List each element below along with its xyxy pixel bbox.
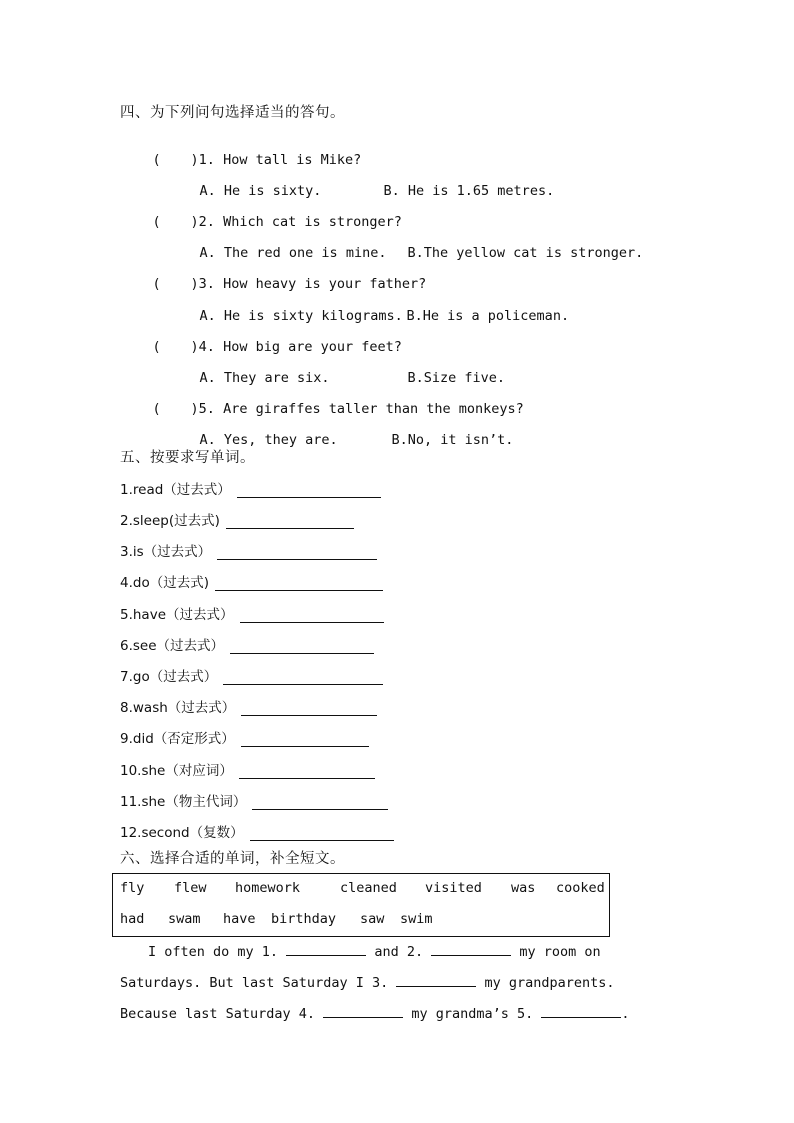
word-item-10: 10.she（对应词） — [120, 759, 375, 779]
option-a: A. He is sixty kilograms. — [199, 308, 403, 324]
answer-blank[interactable] — [223, 670, 383, 685]
answer-blank[interactable] — [217, 545, 377, 560]
word-item-4: 4.do（过去式) — [120, 571, 383, 591]
question-text: How heavy is your father? — [223, 276, 427, 292]
option-b: B.The yellow cat is stronger. — [407, 245, 644, 261]
answer-paren-2[interactable]: ( — [152, 214, 161, 230]
word-bank-word: swim — [400, 911, 433, 927]
answer-blank[interactable] — [252, 795, 388, 810]
question-1: ( )1. How tall is Mike? — [152, 152, 362, 168]
word-bank-word: birthday — [271, 911, 337, 927]
passage-blank-2[interactable] — [431, 943, 511, 956]
answer-blank[interactable] — [250, 826, 394, 841]
word-bank-word: flew — [174, 880, 207, 896]
word-bank-word: visited — [425, 880, 482, 896]
word-bank-word: swam — [168, 911, 201, 927]
word-item-6: 6.see（过去式） — [120, 634, 374, 654]
answer-blank[interactable] — [241, 732, 369, 747]
word-bank-word: cooked — [556, 880, 605, 896]
word-item-12: 12.second（复数） — [120, 821, 394, 841]
passage-blank-4[interactable] — [323, 1005, 403, 1018]
option-b: B. He is 1.65 metres. — [383, 183, 555, 199]
answer-blank[interactable] — [239, 764, 375, 779]
word-item-11: 11.she（物主代词） — [120, 790, 388, 810]
word-item-3: 3.is（过去式） — [120, 540, 377, 560]
passage-blank-3[interactable] — [396, 974, 476, 987]
answer-blank[interactable] — [240, 608, 384, 623]
question-5: ( )5. Are giraffes taller than the monkeys? — [152, 401, 524, 417]
word-item-5: 5.have（过去式） — [120, 603, 384, 623]
passage-blank-1[interactable] — [286, 943, 366, 956]
question-3: ( )3. How heavy is your father? — [152, 276, 427, 292]
option-a: A. He is sixty. — [199, 183, 322, 199]
passage-line-3: Because last Saturday 4. my grandma’s 5. . — [120, 1006, 630, 1022]
answer-paren-4[interactable]: ( — [152, 339, 161, 355]
word-bank-word: had — [120, 911, 145, 927]
passage-blank-5[interactable] — [541, 1005, 621, 1018]
answer-blank[interactable] — [241, 701, 377, 716]
question-text: How big are your feet? — [223, 339, 402, 355]
word-item-7: 7.go（过去式） — [120, 665, 383, 685]
option-b: B.No, it isn’t. — [391, 432, 514, 448]
answer-blank[interactable] — [215, 576, 383, 591]
word-bank-word: have — [223, 911, 256, 927]
section5-title: 五、按要求写单词。 — [120, 450, 255, 466]
option-b: B.He is a policeman. — [406, 308, 570, 324]
option-a: A. Yes, they are. — [199, 432, 338, 448]
word-item-9: 9.did（否定形式） — [120, 727, 369, 747]
passage-line-1: I often do my 1. and 2. my room on — [148, 944, 601, 960]
word-item-2: 2.sleep(过去式) — [120, 509, 354, 529]
answer-blank[interactable] — [226, 514, 354, 529]
answer-paren-3[interactable]: ( — [152, 276, 161, 292]
word-item-1: 1.read（过去式） — [120, 478, 381, 498]
answer-paren-5[interactable]: ( — [152, 401, 161, 417]
section4-title: 四、为下列问句选择适当的答句。 — [120, 105, 345, 121]
word-bank-word: saw — [360, 911, 385, 927]
answer-blank[interactable] — [237, 483, 381, 498]
word-item-8: 8.wash（过去式） — [120, 696, 377, 716]
question-text: How tall is Mike? — [223, 152, 362, 168]
word-bank-word: fly — [120, 880, 145, 896]
question-2: ( )2. Which cat is stronger? — [152, 214, 402, 230]
word-bank-box — [112, 873, 610, 937]
question-4: ( )4. How big are your feet? — [152, 339, 402, 355]
option-a: A. The red one is mine. — [199, 245, 387, 261]
passage-line-2: Saturdays. But last Saturday I 3. my grandparents. — [120, 975, 615, 991]
word-bank-word: cleaned — [340, 880, 397, 896]
word-bank-word: was — [511, 880, 536, 896]
question-text: Are giraffes taller than the monkeys? — [223, 401, 524, 417]
question-text: Which cat is stronger? — [223, 214, 402, 230]
section6-title: 六、选择合适的单词，补全短文。 — [120, 851, 345, 867]
option-b: B.Size five. — [407, 370, 506, 386]
answer-paren-1[interactable]: ( — [152, 152, 161, 168]
answer-blank[interactable] — [230, 639, 374, 654]
option-a: A. They are six. — [199, 370, 330, 386]
word-bank-word: homework — [235, 880, 301, 896]
